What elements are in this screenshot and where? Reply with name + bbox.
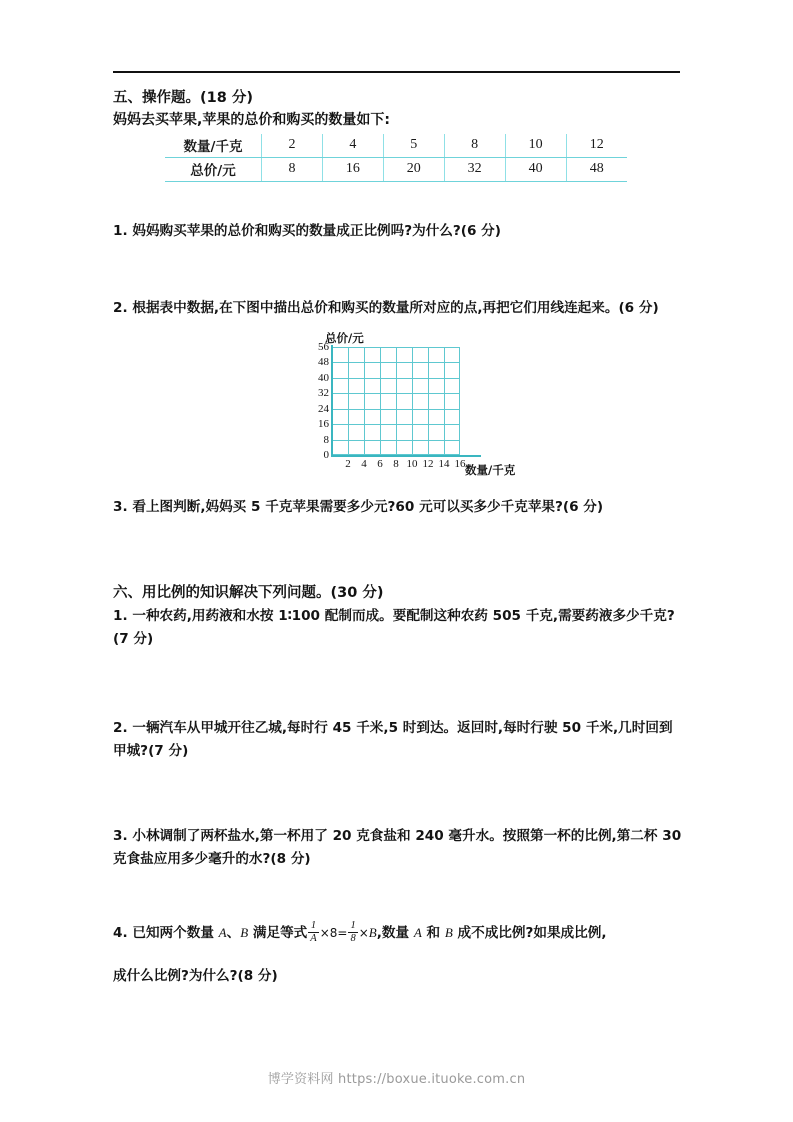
footer-watermark (0, 1068, 793, 1087)
spacer (113, 182, 683, 220)
section-6-question-3: 3. 小林调制了两杯盐水,第一杯用了 20 克食盐和 240 毫升水。按照第一杯的比例,第二杯 30 克食盐应用多少毫升的水?(8 分) (113, 828, 682, 867)
cell-quantity-0: 2 (262, 134, 323, 158)
chart-y-axis-label: 总价/元 (325, 331, 364, 345)
y-tick-24: 24 (318, 402, 329, 415)
section-5-question-2: 2. 根据表中数据,在下图中描出总价和购买的数量所对应的点,再把它们用线连起来。(6 分) (113, 300, 659, 316)
q4-text-part2: 满足等式 (248, 925, 308, 941)
footer-url: https://boxue.ituoke.com.cn (338, 1072, 526, 1087)
price-quantity-table-wrapper (165, 134, 683, 182)
q4-variable-b2: B (368, 925, 377, 940)
chart-x-axis (331, 455, 481, 457)
cell-total-3: 32 (444, 158, 505, 182)
q4-text-part5: 成不成比例?如果成比例, (452, 925, 607, 941)
x-tick-4: 4 (361, 458, 367, 470)
y-tick-32: 32 (318, 387, 329, 400)
q4-text-part4: 和 (421, 925, 445, 941)
chart-y-axis (331, 345, 333, 457)
q4-frac2-denominator: 8 (350, 932, 356, 944)
q4-multiply-sign: × (358, 926, 369, 940)
q4-fraction-one-over-a (308, 920, 318, 943)
price-quantity-table (165, 134, 627, 182)
chart-gridlines (332, 347, 460, 455)
q4-frac1-numerator: 1 (310, 920, 317, 932)
x-tick-16: 16 (454, 458, 466, 470)
q4-frac2-numerator: 1 (350, 920, 356, 932)
q4-multiply-8: ×8 (319, 926, 338, 940)
x-tick-10: 10 (406, 458, 418, 470)
coordinate-grid-chart (298, 332, 553, 484)
spacer (113, 871, 683, 911)
q4-frac1-denominator: A (310, 932, 317, 944)
cell-total-4: 40 (505, 158, 566, 182)
q4-variable-a: A (218, 925, 227, 940)
footer-site-name: 博学资料网 (267, 1072, 334, 1087)
cell-total-1: 16 (322, 158, 383, 182)
spacer (113, 519, 683, 583)
page-content (113, 88, 683, 997)
cell-quantity-2: 5 (383, 134, 444, 158)
q4-variable-b3: B (444, 925, 453, 940)
x-tick-8: 8 (393, 458, 399, 470)
q4-equals-sign: = (337, 926, 348, 940)
row-header-total: 总价/元 (165, 158, 262, 182)
section-5-lead: 妈妈去买苹果,苹果的总价和购买的数量如下: (113, 112, 390, 128)
chart-x-axis-label: 数量/千克 (465, 463, 516, 477)
section-6-question-4-line2: 成什么比例?为什么?(8 分) (113, 968, 278, 984)
chart-x-ticks (298, 458, 478, 474)
section-6-question-1: 1. 一种农药,用药液和水按 1∶100 配制而成。要配制这种农药 505 千克,需要药液多少千克?(7 分) (113, 608, 675, 647)
q4-variable-a2: A (413, 925, 422, 940)
cell-quantity-1: 4 (322, 134, 383, 158)
y-tick-8: 8 (323, 433, 329, 446)
spacer (113, 763, 683, 825)
x-tick-6: 6 (377, 458, 383, 470)
cell-quantity-4: 10 (505, 134, 566, 158)
spacer (113, 651, 683, 717)
section-6-question-4 (113, 911, 683, 955)
cell-total-0: 8 (262, 158, 323, 182)
section-5-heading: 五、操作题。(18 分) (113, 90, 253, 106)
section-6-question-2: 2. 一辆汽车从甲城开往乙城,每时行 45 千米,5 时到达。返回时,每时行驶 50 千米,几时回到甲城?(7 分) (113, 720, 673, 759)
chart-block (113, 332, 683, 484)
cell-total-2: 20 (383, 158, 444, 182)
q4-text-part3: ,数量 (376, 925, 414, 941)
section-5-question-3: 3. 看上图判断,妈妈买 5 千克苹果需要多少元?60 元可以买多少千克苹果?(6 分) (113, 499, 604, 515)
spacer (113, 484, 683, 496)
y-tick-16: 16 (318, 418, 329, 431)
table-row (165, 158, 627, 182)
y-tick-0: 0 (323, 449, 329, 461)
x-tick-2: 2 (345, 458, 351, 470)
row-header-quantity: 数量/千克 (165, 134, 262, 158)
cell-total-5: 48 (566, 158, 627, 182)
spacer (113, 243, 683, 297)
section-5-question-1: 1. 妈妈购买苹果的总价和购买的数量成正比例吗?为什么?(6 分) (113, 223, 501, 239)
y-tick-56: 56 (318, 341, 329, 353)
x-tick-14: 14 (438, 458, 450, 470)
header-rule (113, 71, 680, 73)
q4-fraction-one-over-eight (348, 920, 357, 943)
q4-separator: 、 (226, 925, 241, 941)
x-tick-12: 12 (422, 458, 434, 470)
section-6-heading: 六、用比例的知识解决下列问题。(30 分) (113, 585, 384, 601)
q4-text-part1: 4. 已知两个数量 (113, 925, 219, 941)
y-tick-48: 48 (318, 356, 329, 369)
chart-y-ticks (298, 332, 329, 462)
cell-quantity-3: 8 (444, 134, 505, 158)
cell-quantity-5: 12 (566, 134, 627, 158)
y-tick-40: 40 (318, 371, 329, 384)
q4-variable-b: B (240, 925, 249, 940)
table-row (165, 134, 627, 158)
